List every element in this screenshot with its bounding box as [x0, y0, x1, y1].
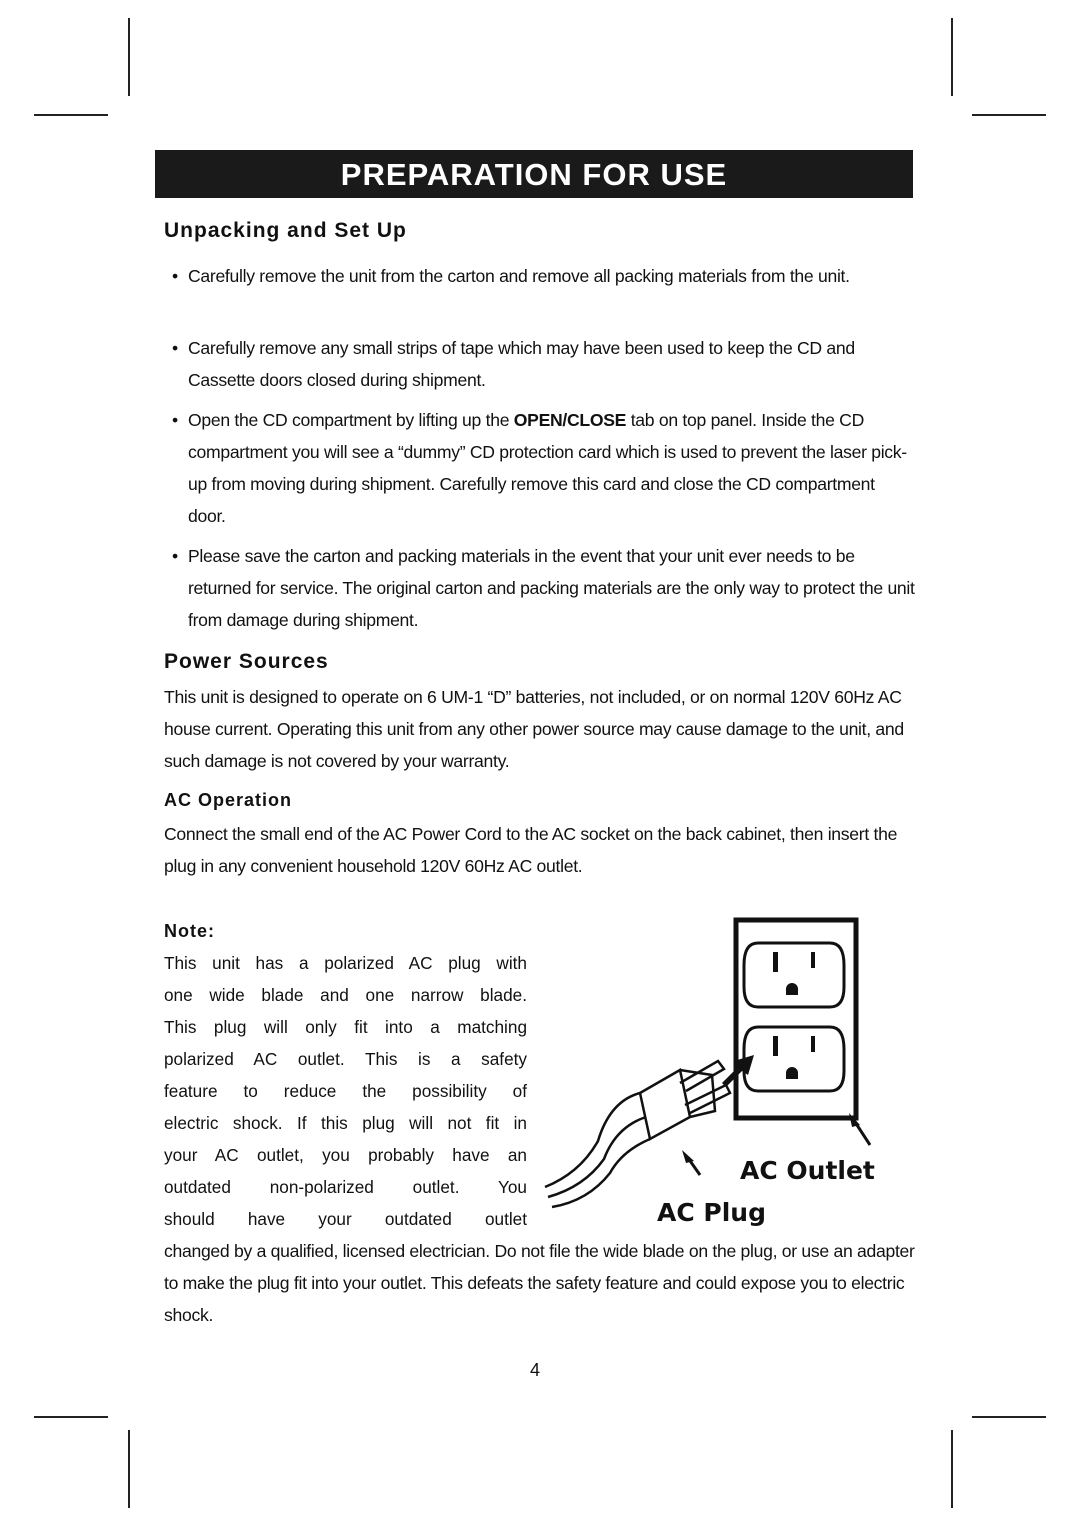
note-line: your AC outlet, you probably have an — [164, 1145, 527, 1165]
list-item — [172, 260, 916, 292]
bullet-text: Open the CD compartment by lifting up the OPEN/CLOSE tab on top panel. Inside the CD compartment you will see a “dummy” CD protection card which is used to prevent the laser pick-up from moving during shipment. Carefully remove this card and close the CD compartment door. — [188, 410, 907, 526]
ac-outlet-label: AC Outlet — [740, 1156, 875, 1185]
note-line: should have your outdated outlet — [164, 1209, 527, 1229]
bullet-marker: • — [172, 266, 178, 286]
bullet-marker: • — [172, 546, 178, 566]
crop-mark — [34, 114, 108, 116]
ac-plug-label: AC Plug — [657, 1198, 766, 1227]
ac-plug-icon — [545, 1061, 730, 1207]
list-item — [172, 332, 916, 396]
open-close-label: OPEN/CLOSE — [513, 410, 627, 430]
crop-mark — [951, 1430, 953, 1508]
list-item — [172, 404, 916, 532]
note-line: one wide blade and one narrow blade. — [164, 985, 527, 1005]
section-banner: PREPARATION FOR USE — [155, 150, 913, 198]
bullet-text: Please save the carton and packing materials in the event that your unit ever needs to be returned for service. The original carton and packing materials are the only way to protect the unit from damage during shipment. — [188, 546, 915, 630]
bullet-text: Carefully remove the unit from the carton and remove all packing materials from the unit. — [188, 266, 850, 286]
note-line: electric shock. If this plug will not fit in — [164, 1113, 527, 1133]
ac-outlet-icon — [736, 920, 856, 1118]
outlet-plug-illustration — [540, 915, 920, 1235]
note-heading: Note: — [164, 921, 215, 941]
note-line: outdated non-polarized outlet. You — [164, 1177, 527, 1197]
page-number: 4 — [530, 1360, 541, 1380]
bullet-marker: • — [172, 338, 178, 358]
list-item — [172, 540, 916, 636]
ac-operation-text: Connect the small end of the AC Power Cord to the AC socket on the back cabinet, then insert the plug in any convenient household 120V 60Hz AC outlet. — [164, 824, 898, 876]
crop-mark — [972, 1416, 1046, 1418]
note-line: This unit has a polarized AC plug with — [164, 953, 527, 973]
power-sources-text: This unit is designed to operate on 6 UM-1 “D” batteries, not included, or on normal 120V 60Hz AC house current. Operating this unit from any other power source may cause damage to the unit, and such damage is not covered by your warranty. — [164, 687, 904, 771]
crop-mark — [972, 114, 1046, 116]
note-text — [164, 947, 527, 1235]
crop-mark — [951, 18, 953, 96]
crop-mark — [128, 18, 130, 96]
crop-mark — [34, 1416, 108, 1418]
note-line: polarized AC outlet. This is a safety — [164, 1049, 527, 1069]
bullet-marker: • — [172, 410, 178, 430]
bullet-text: Carefully remove any small strips of tape which may have been used to keep the CD and Cassette doors closed during shipment. — [188, 338, 855, 390]
ac-operation-heading: AC Operation — [164, 790, 293, 810]
unpacking-heading: Unpacking and Set Up — [164, 219, 407, 242]
power-sources-heading: Power Sources — [164, 650, 329, 673]
crop-mark — [128, 1430, 130, 1508]
note-line: This plug will only fit into a matching — [164, 1017, 527, 1037]
note-line: feature to reduce the possibility of — [164, 1081, 527, 1101]
note-continuation: changed by a qualified, licensed electrician. Do not file the wide blade on the plug, or use an adapter to make the plug fit into your outlet. This defeats the safety feature and could expose you to electric shock. — [164, 1241, 915, 1325]
